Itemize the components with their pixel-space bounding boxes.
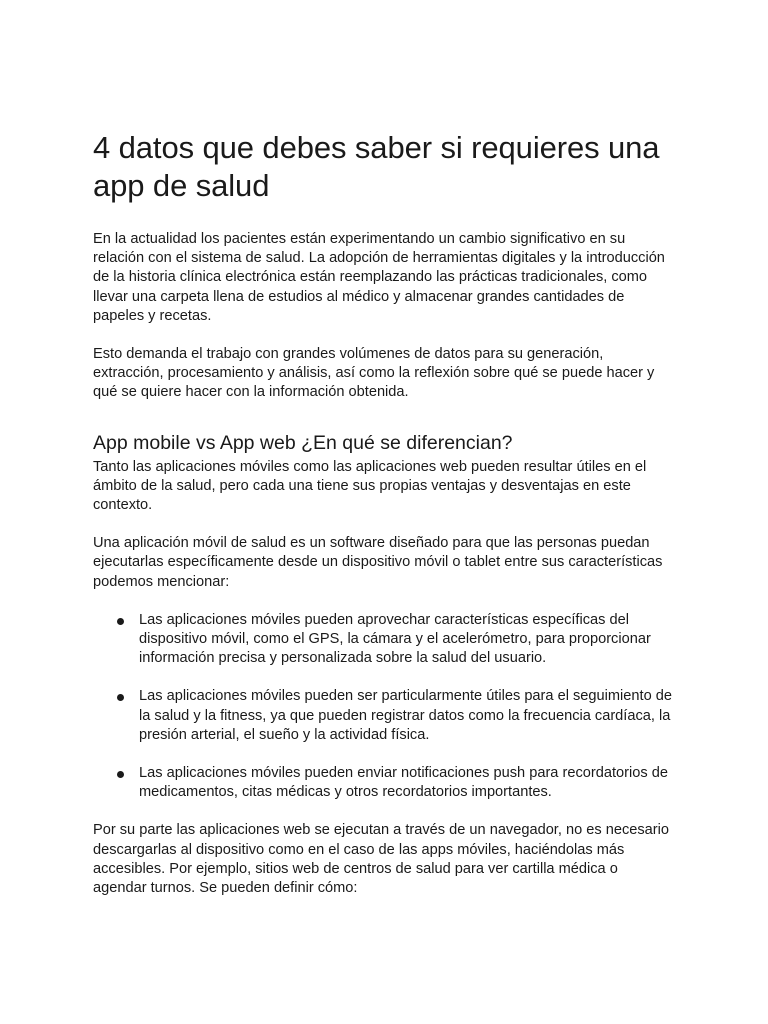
bullet-dot-icon <box>117 771 124 778</box>
bullet-dot-icon <box>117 694 124 701</box>
intro-paragraph-1: En la actualidad los pacientes están experimentando un cambio significativo en su relación con el sistema de salud. La adopción de herramientas digitales y la introducción de la historia clínica electrónica están reemplazando las prácticas tradicionales, como llevar una carpeta llena de estudios al médico y almacenar grandes cantidades de papeles y recetas. <box>93 231 665 324</box>
section-heading: App mobile vs App web ¿En qué se diferencian? <box>93 431 513 454</box>
document-page <box>93 129 673 917</box>
bullet-item <box>93 611 673 669</box>
bullet-item <box>93 764 673 802</box>
intro-paragraph-2: Esto demanda el trabajo con grandes volúmenes de datos para su generación, extracción, procesamiento y análisis, así como la reflexión sobre qué se puede hacer y qué se quiere hacer con la información obtenida. <box>93 346 655 401</box>
bullet-item <box>93 687 673 745</box>
bullet-text: Las aplicaciones móviles pueden enviar notificaciones push para recordatorios de medicamentos, citas médicas y otros recordatorios importantes. <box>139 765 668 801</box>
closing-paragraph: Por su parte las aplicaciones web se ejecutan a través de un navegador, no es necesario descargarlas al dispositivo como en el caso de las apps móviles, haciéndolas más accesibles. Por ejemplo, sitios web de centros de salud para ver cartilla médica o agendar turnos. Se pueden definir cómo: <box>93 822 670 897</box>
bullet-list <box>93 611 673 803</box>
section-paragraph-2: Una aplicación móvil de salud es un software diseñado para que las personas puedan ejecutarlas específicamente desde un dispositivo móvil o tablet entre sus características podemos mencionar: <box>93 535 663 590</box>
section-paragraph-1: Tanto las aplicaciones móviles como las aplicaciones web pueden resultar útiles en el ámbito de la salud, pero cada una tiene sus propias ventajas y desventajas en este contexto. <box>93 458 647 514</box>
bullet-text: Las aplicaciones móviles pueden ser particularmente útiles para el seguimiento de la salud y la fitness, ya que pueden registrar datos como la frecuencia cardíaca, la presión arterial, el sueño y la actividad física. <box>139 688 672 743</box>
bullet-dot-icon <box>117 618 124 625</box>
document-title: 4 datos que debes saber si requieres una app de salud <box>93 130 660 203</box>
bullet-text: Las aplicaciones móviles pueden aprovechar características específicas del dispositivo móvil, como el GPS, la cámara y el acelerómetro, para proporcionar información precisa y personalizada sobre la salud del usuario. <box>139 611 651 667</box>
